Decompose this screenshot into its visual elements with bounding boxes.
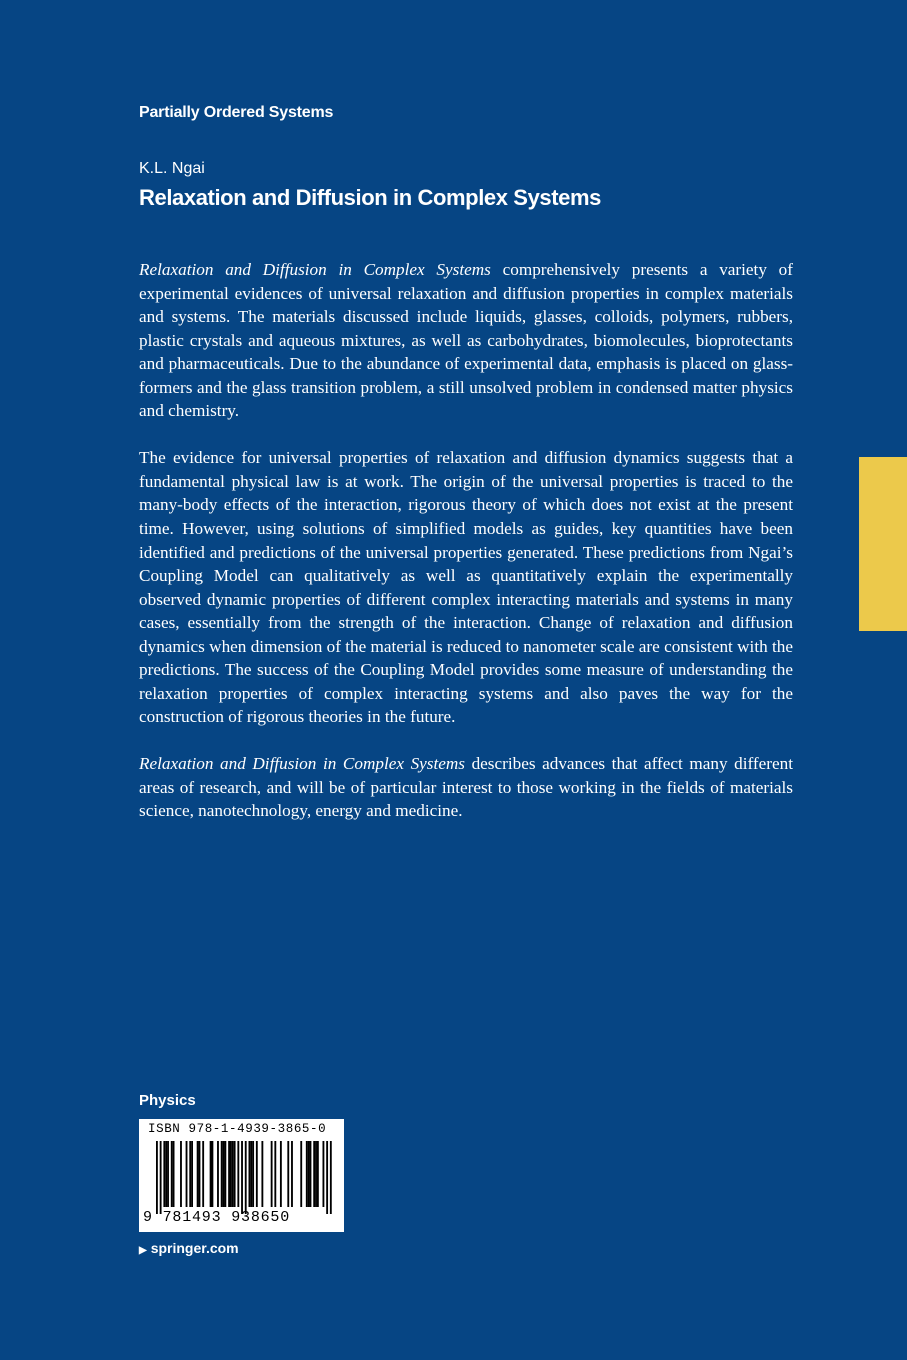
barcode-bar [315,1141,317,1207]
description-paragraph-3 [139,752,793,823]
barcode-bar [191,1141,193,1207]
barcode-bar [237,1141,239,1207]
barcode-bar [173,1141,175,1207]
barcode-bar [202,1141,204,1207]
barcode-bar [330,1141,332,1214]
website-text: springer.com [150,1240,239,1256]
barcode-bar [300,1141,302,1207]
barcode-bar [287,1141,289,1207]
series-name: Partially Ordered Systems [139,104,334,121]
triangle-right-icon: ▶ [139,1245,147,1256]
barcode-bar [256,1141,258,1207]
barcode-bar [180,1141,182,1207]
barcode-bar [323,1141,325,1207]
barcode-bar [245,1141,247,1214]
barcode-bar [167,1141,169,1207]
barcode-bar [199,1141,201,1207]
barcode-bar [210,1141,212,1207]
barcode-bar [234,1141,236,1207]
barcode-bar [291,1141,293,1207]
yellow-edge-tab [859,457,907,631]
book-title-italic: Relaxation and Diffusion in Complex Systems [139,754,465,774]
barcode-bar [317,1141,319,1207]
barcode-bar [156,1141,158,1214]
barcode-bar [308,1141,310,1207]
barcode-box [139,1119,344,1232]
subject-label: Physics [139,1092,196,1109]
description-paragraph-1 [139,258,793,423]
paragraph-1-text: comprehensively presents a variety of experimental evidences of universal relaxation and diffusion properties in complex materials and systems. The materials discussed include liquids, glasses, colloids, polymers, rubbers, plastic crystals and aqueous mixtures, as well as carbohydrates, biomolecules, bioprotectants and pharmaceuticals. Due to the abundance of experimental data, emphasis is placed on glass-formers and the glass transition problem, a still unsolved problem in condensed matter physics and chemistry. [139,260,793,421]
barcode-bar [310,1141,312,1207]
barcode-bar [250,1141,252,1207]
barcode-bar [217,1141,219,1207]
barcode-bar [228,1141,230,1207]
website-link[interactable] [139,1240,239,1256]
barcode-bar [252,1141,254,1207]
description [139,258,793,847]
barcode-bar [223,1141,225,1207]
barcode-bar [306,1141,308,1207]
ean-digits: 9 781493 938650 [143,1209,291,1226]
barcode-bar [230,1141,232,1207]
barcode-bar [165,1141,167,1207]
paragraph-3-text: describes advances that affect many different areas of research, and will be of particular interest to those working in the fields of materials science, nanotechnology, energy and medicine. [139,754,794,821]
barcode-bar [171,1141,173,1207]
barcode-bar [274,1141,276,1207]
barcode-bar [313,1141,315,1207]
barcode-bar [249,1141,251,1207]
barcode-bar [186,1141,188,1207]
barcode-bar [261,1141,263,1207]
barcode-bar [212,1141,214,1207]
paragraph-2-text: The evidence for universal properties of relaxation and diffusion dynamics suggests that a fundamental physical law is at work. The origin of the universal properties is traced to the many-body effects of the interaction, rigorous theory of which does not exist at the present time. However, using solutions of simplified models as guides, key quantities have been identified and predictions of the universal properties generated. These predictions from Ngai’s Coupling Model can qualitatively as well as quantitatively explain the experimentally observed dynamic properties of different complex interacting materials and systems in many cases, essentially from the strength of the interaction. Change of relaxation and diffusion dynamics when dimension of the material is reduced to nanometer scale are consistent with the predictions. The success of the Coupling Model provides some measure of understanding the relaxation properties of complex interacting systems and also paves the way for the construction of rigorous theories in the future. [139,448,793,727]
barcode-bar [189,1141,191,1207]
isbn-label: ISBN 978-1-4939-3865-0 [148,1122,327,1136]
barcode-bar [326,1141,328,1214]
barcode-bar [160,1141,162,1214]
barcode-bar [197,1141,199,1207]
book-title-italic: Relaxation and Diffusion in Complex Systems [139,260,491,279]
barcode-bar [224,1141,226,1207]
barcode-bar [280,1141,282,1207]
description-paragraph-2 [139,446,793,729]
barcode-bar [271,1141,273,1207]
barcode-bar [163,1141,165,1207]
book-title: Relaxation and Diffusion in Complex Systems [139,185,602,210]
barcode-bar [241,1141,243,1214]
barcode-bar [232,1141,234,1207]
author-name: K.L. Ngai [139,160,205,177]
barcode-bar [221,1141,223,1207]
